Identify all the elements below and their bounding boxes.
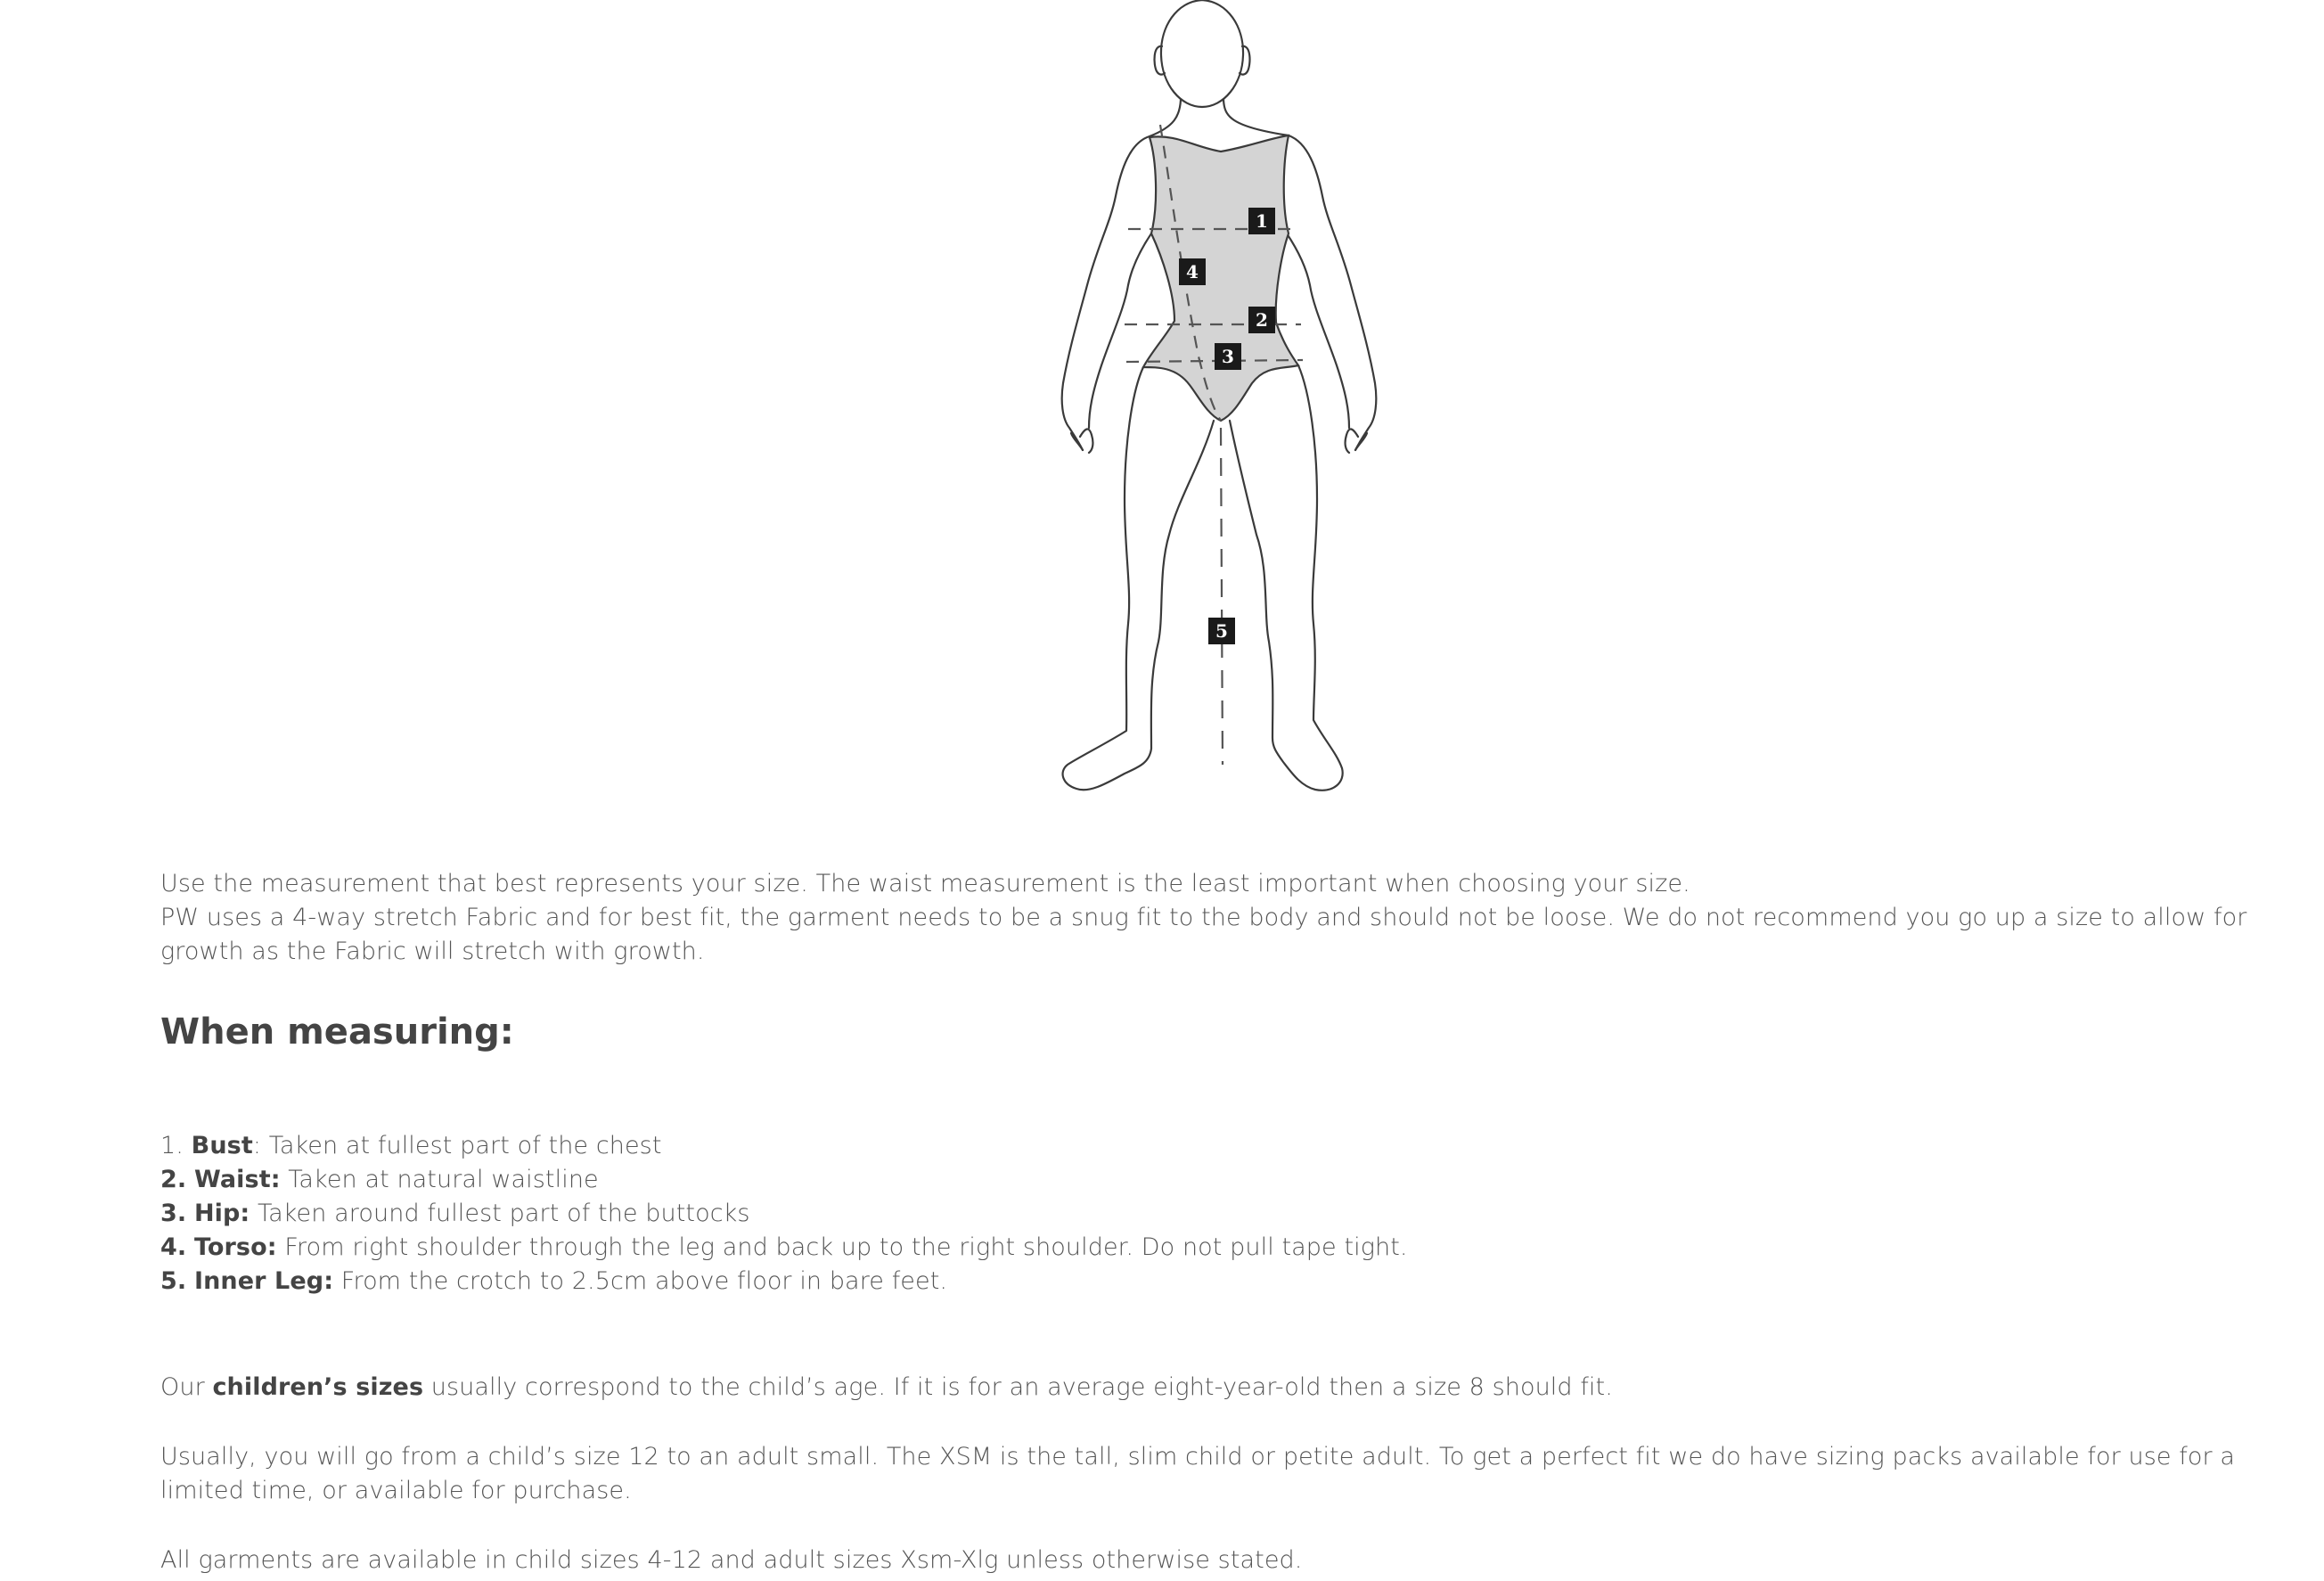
item-number: 1. xyxy=(160,1132,184,1159)
children-bold: children’s sizes xyxy=(212,1373,424,1401)
label-2: 2 xyxy=(1256,309,1268,331)
measurement-item-torso xyxy=(160,1231,1408,1265)
label-1: 1 xyxy=(1256,210,1268,232)
leg-right xyxy=(1230,365,1343,790)
item-desc: From the crotch to 2.5cm above floor in bare feet. xyxy=(333,1267,948,1295)
item-number: 4. xyxy=(160,1233,187,1261)
item-number: 5. xyxy=(160,1267,187,1295)
item-name: Bust xyxy=(191,1132,253,1159)
item-name: Inner Leg: xyxy=(193,1267,334,1295)
intro-line-2: PW uses a 4-way stretch Fabric and for best fit, the garment needs to be a snug fit to the body and should not be loose. We do not recommend you go up a size to allow for growth as the Fabric will stretch with growth. xyxy=(160,904,2247,965)
garment-shape xyxy=(1143,135,1298,421)
item-name: Waist: xyxy=(193,1166,281,1193)
item-name: Hip: xyxy=(193,1200,250,1227)
item-desc: From right shoulder through the leg and back up to the right shoulder. Do not pull tape tight. xyxy=(276,1233,1408,1261)
children-sizes-paragraph xyxy=(160,1371,1613,1405)
item-sep: : xyxy=(252,1132,262,1159)
children-suffix: usually correspond to the child’s age. If it is for an average eight-year-old then a size 8 should fit. xyxy=(423,1373,1613,1401)
measurement-item-bust xyxy=(160,1129,1408,1163)
item-desc: Taken at fullest part of the chest xyxy=(261,1132,662,1159)
all-garments-paragraph: All garments are available in child sizes 4-12 and adult sizes Xsm-Xlg unless otherwise stated. xyxy=(160,1546,1303,1574)
when-measuring-heading: When measuring: xyxy=(160,1012,514,1053)
label-5: 5 xyxy=(1215,620,1228,642)
measurement-diagram xyxy=(1025,0,1399,829)
arm-left xyxy=(1062,136,1150,450)
measurement-item-hip xyxy=(160,1197,1408,1231)
item-number: 3. xyxy=(160,1200,187,1227)
label-3: 3 xyxy=(1222,346,1234,367)
measurement-item-inner-leg xyxy=(160,1265,1408,1298)
item-desc: Taken at natural waistline xyxy=(280,1166,599,1193)
arm-right xyxy=(1289,135,1376,450)
item-desc: Taken around fullest part of the buttocks xyxy=(250,1200,750,1227)
intro-line-1: Use the measurement that best represents your size. The waist measurement is the least important when choosing your size. xyxy=(160,870,1690,897)
measurement-list xyxy=(160,1129,1408,1298)
usually-paragraph: Usually, you will go from a child’s size 12 to an adult small. The XSM is the tall, slim child or petite adult. To get a perfect fit we do have sizing packs available for use for a limited time, or available for purchase. xyxy=(160,1443,2236,1504)
inner-leg-line xyxy=(1221,428,1223,765)
label-4: 4 xyxy=(1186,261,1199,283)
item-name: Torso: xyxy=(193,1233,277,1261)
item-number: 2. xyxy=(160,1166,187,1193)
measurement-item-waist xyxy=(160,1163,1408,1197)
head-outline xyxy=(1161,0,1243,107)
children-prefix: Our xyxy=(160,1373,213,1401)
